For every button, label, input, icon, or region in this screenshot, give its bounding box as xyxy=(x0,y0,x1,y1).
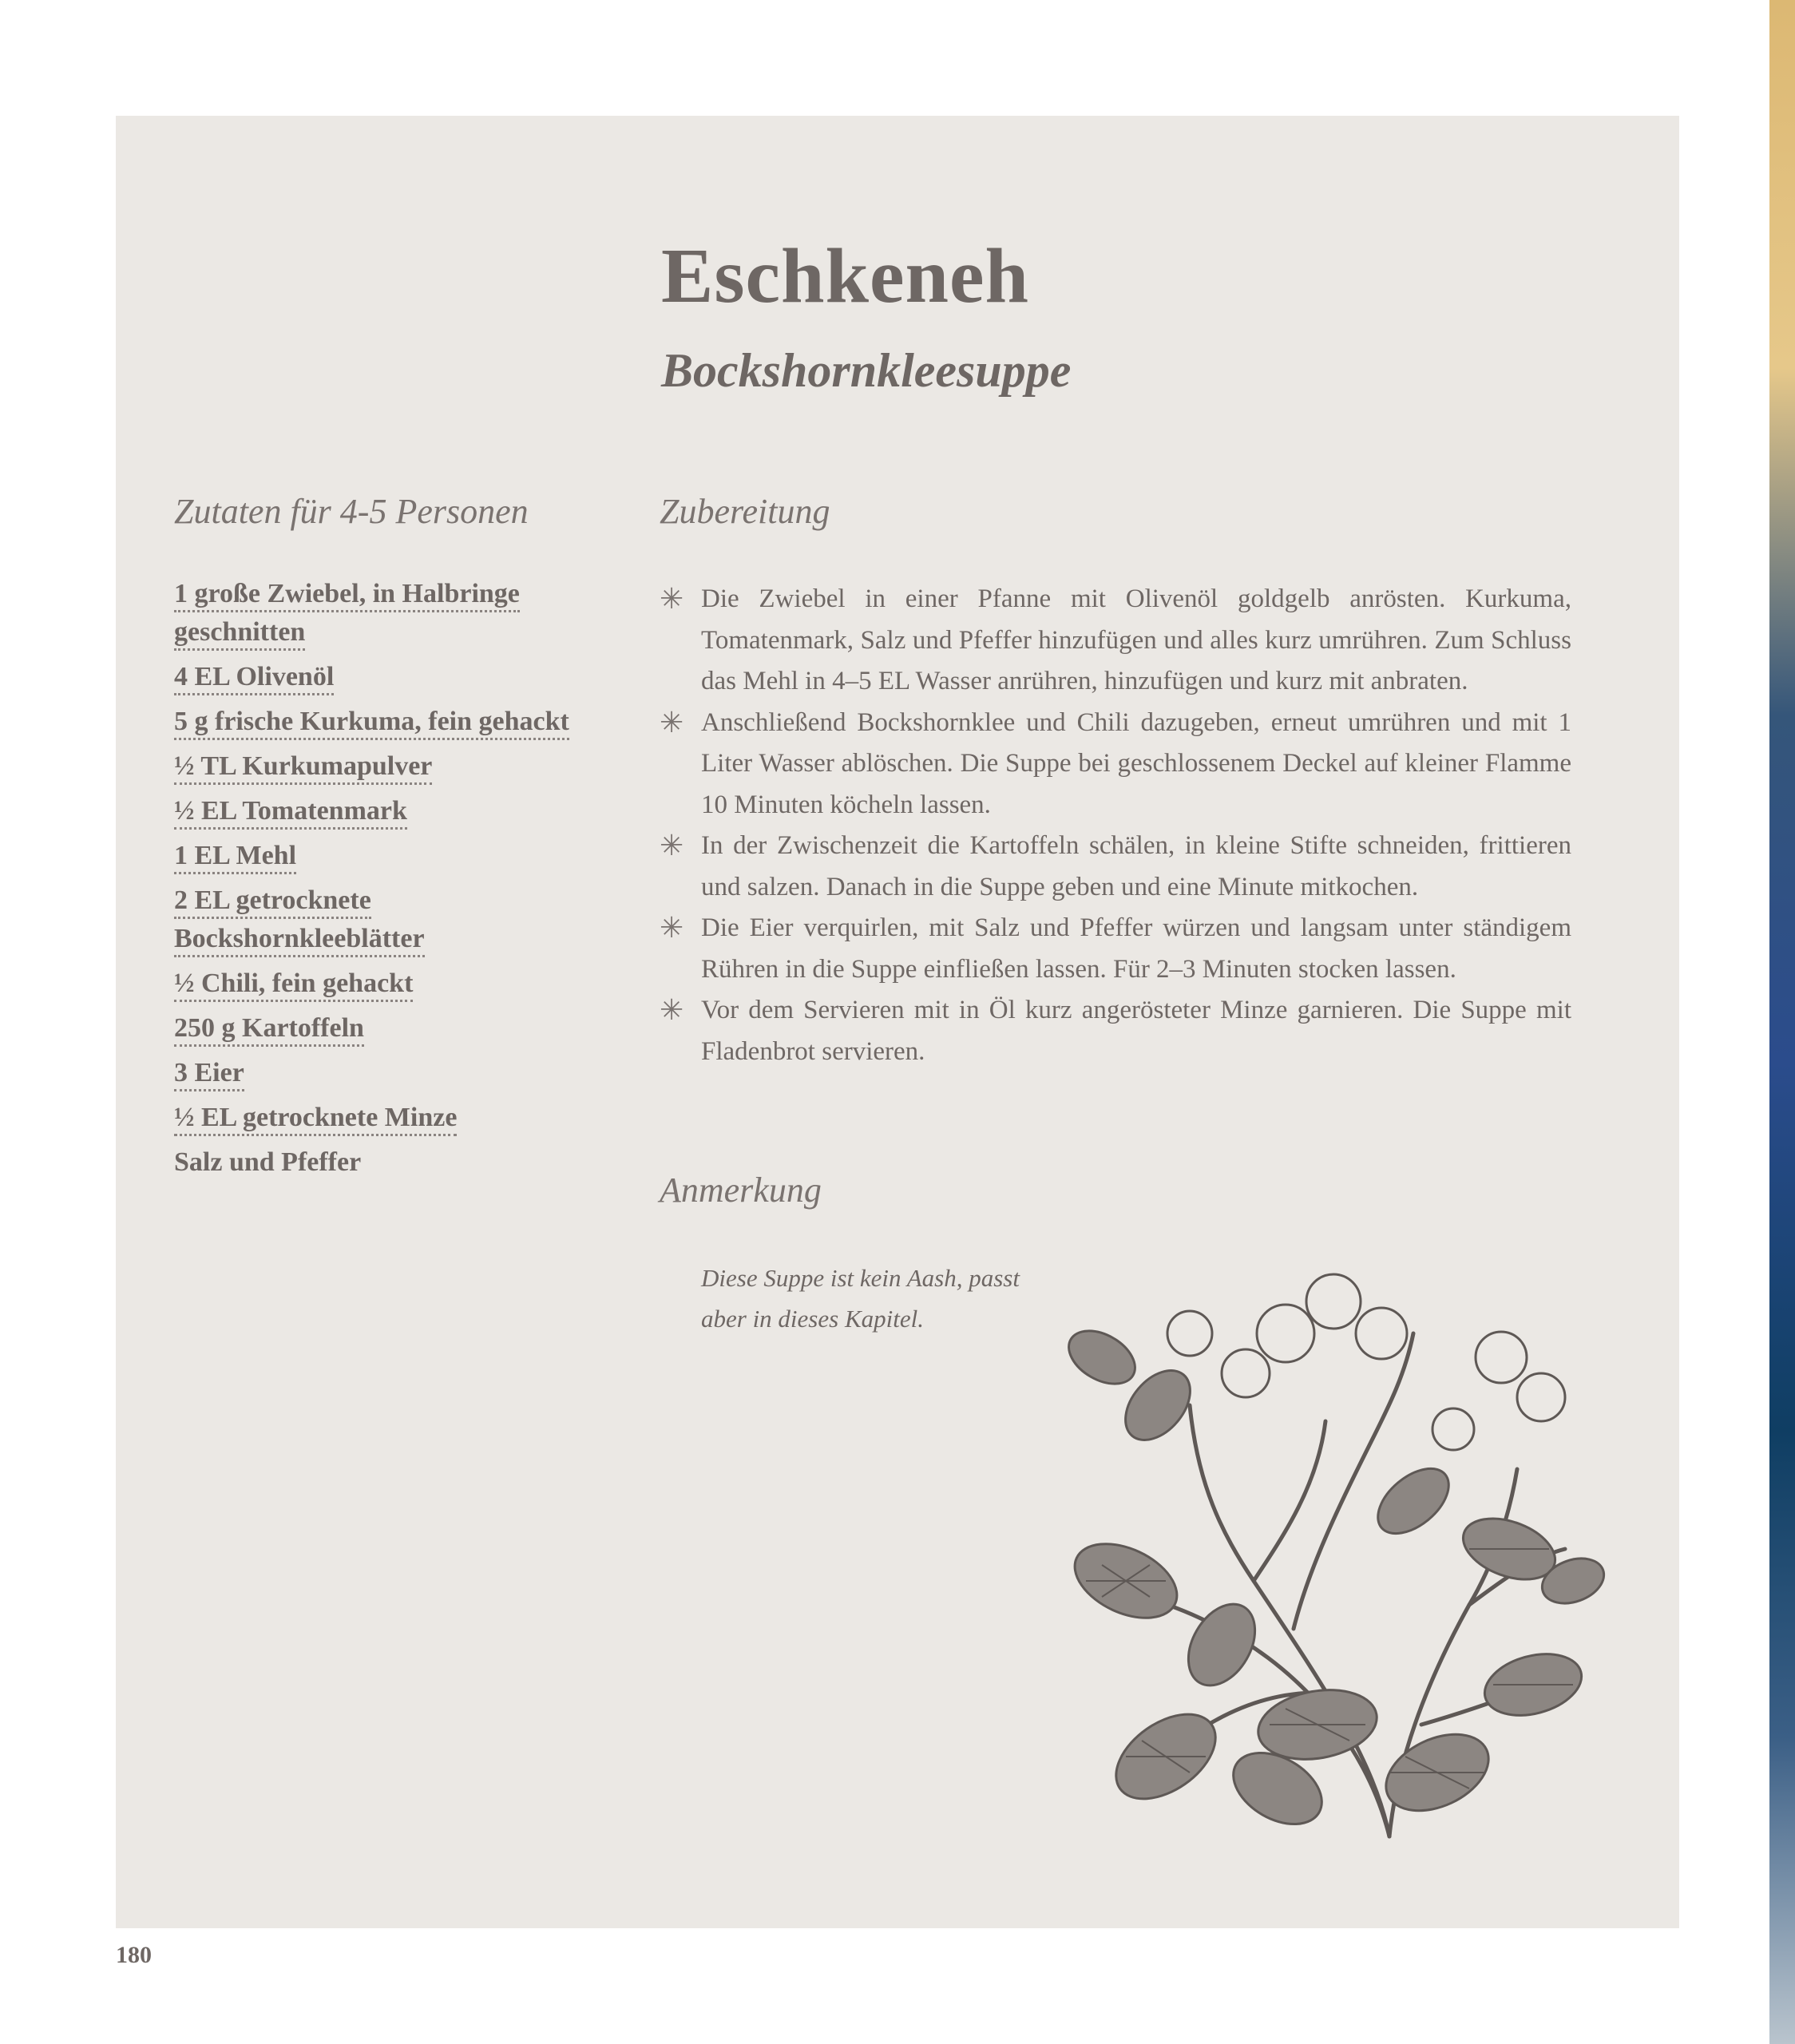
ingredient-item: Salz und Pfeffer xyxy=(174,1147,362,1177)
fenugreek-plant-icon xyxy=(1054,1246,1613,1852)
preparation-step: ✳ Die Zwiebel in einer Pfanne mit Olivenöl goldgelb anrösten. Kurkuma, Tomatenmark, Salz und Pfeffer hinzufügen und alles kurz umrühren. Zum Schluss das Mehl in 4–5 EL Wasser anrühren, hinzufügen und kurz mit anbraten. xyxy=(660,579,1571,703)
adjacent-page-edge xyxy=(1769,0,1795,2044)
ingredient-item: 1 große Zwiebel, in Halbringe geschnitten xyxy=(174,575,621,652)
asterisk-bullet-icon: ✳ xyxy=(660,912,684,945)
preparation-step: ✳ Die Eier verquirlen, mit Salz und Pfeffer würzen und langsam unter ständigem Rühren in die Suppe einfließen lassen. Für 2–3 Minuten stocken lassen. xyxy=(660,908,1571,990)
ingredients-heading: Zutaten für 4-5 Personen xyxy=(174,492,529,531)
recipe-subtitle: Bockshornkleesuppe xyxy=(661,344,1072,397)
ingredient-list xyxy=(174,575,621,1188)
ingredient-item: 5 g frische Kurkuma, fein gehackt xyxy=(174,703,621,741)
ingredient-item: 2 EL getrocknete Bockshornkleeblätter xyxy=(174,881,621,958)
ingredient-item: ½ EL getrocknete Minze xyxy=(174,1099,621,1137)
preparation-steps xyxy=(660,579,1571,1072)
ingredient-item: ½ TL Kurkumapulver xyxy=(174,747,621,786)
ingredient-item: ½ EL Tomatenmark xyxy=(174,792,621,830)
asterisk-bullet-icon: ✳ xyxy=(660,994,684,1027)
preparation-step: ✳ Anschließend Bockshornklee und Chili dazugeben, erneut umrühren und mit 1 Liter Wasser ablöschen. Die Suppe bei geschlossenem Deckel auf kleiner Flamme 10 Minuten köcheln lassen. xyxy=(660,703,1571,826)
ingredient-item: ½ Chili, fein gehackt xyxy=(174,965,621,1003)
asterisk-bullet-icon: ✳ xyxy=(660,583,684,616)
preparation-step: ✳ Vor dem Servieren mit in Öl kurz angerösteter Minze garnieren. Die Suppe mit Fladenbrot servieren. xyxy=(660,990,1571,1072)
recipe-title: Eschkeneh xyxy=(661,233,1030,319)
preparation-step: ✳ In der Zwischenzeit die Kartoffeln schälen, in kleine Stifte schneiden, frittieren und salzen. Danach in die Suppe geben und eine Minute mitkochen. xyxy=(660,826,1571,908)
asterisk-bullet-icon: ✳ xyxy=(660,706,684,739)
ingredient-item: 250 g Kartoffeln xyxy=(174,1009,621,1048)
asterisk-bullet-icon: ✳ xyxy=(660,830,684,862)
ingredient-item: 3 Eier xyxy=(174,1054,621,1092)
preparation-heading: Zubereitung xyxy=(660,492,830,531)
page-number: 180 xyxy=(116,1942,152,1968)
ingredient-item: 4 EL Olivenöl xyxy=(174,658,621,696)
ingredient-item: 1 EL Mehl xyxy=(174,837,621,875)
note-text: Diese Suppe ist kein Aash, passt aber in dieses Kapitel. xyxy=(701,1264,1020,1333)
note-heading: Anmerkung xyxy=(660,1171,822,1210)
